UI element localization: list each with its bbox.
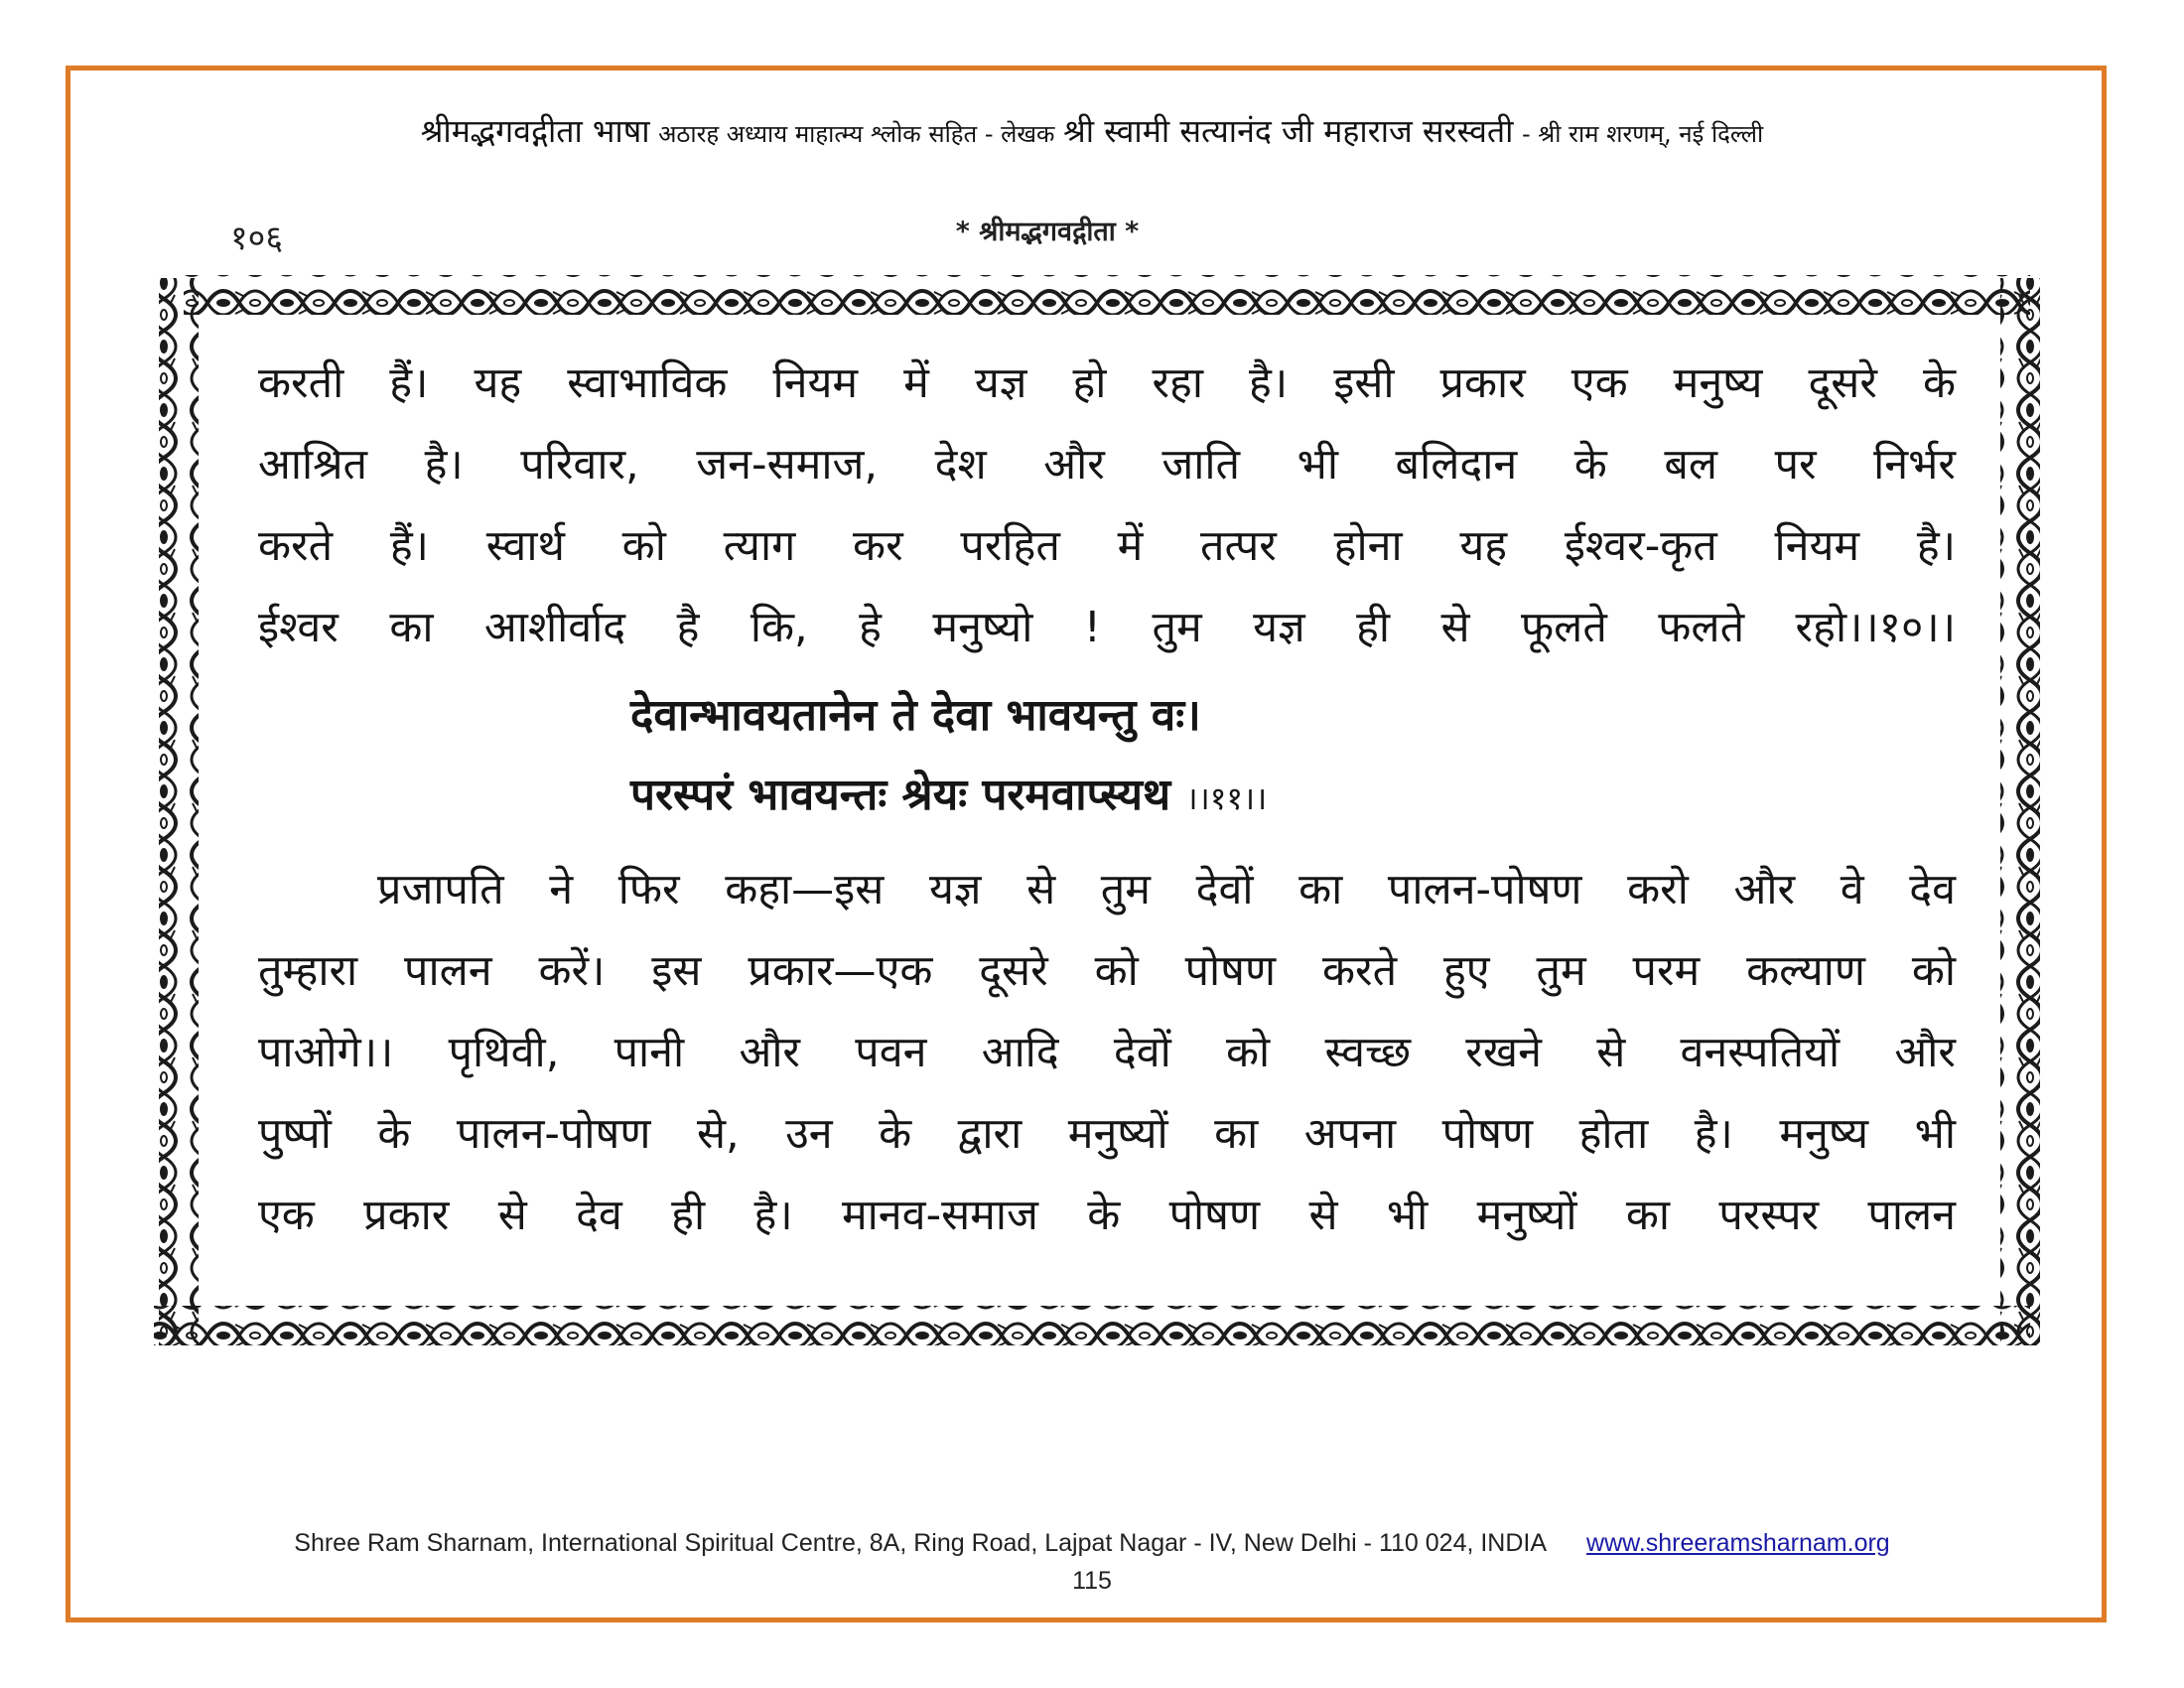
footer-page-number: 115 [1072,1567,1112,1595]
paragraph-line: एक प्रकार से देव ही है। मानव-समाज के पोषण से भी मनुष्यों का परस्पर पालन [258,1191,1956,1240]
shloka-line: देवान्भावयतानेन ते देवा भावयन्तु वः। [630,690,1201,741]
website-link[interactable]: www.shreeramsharnam.org [1586,1529,1890,1557]
paragraph-line: प्रजापति ने फिर कहा—इस यज्ञ से तुम देवों का पालन-पोषण करो और वे देव [377,865,1956,914]
shloka-text: परस्परं भावयन्तः श्रेयः परमवाप्स्यथ [630,770,1171,820]
paragraph-line: करती हैं। यह स्वाभाविक नियम में यज्ञ हो रहा है। इसी प्रकार एक मनुष्य दूसरे के [258,358,1956,408]
document-header [0,109,2184,152]
paragraph-line: करते हैं। स्वार्थ को त्याग कर परहित में तत्पर होना यह ईश्वर-कृत नियम है। [258,521,1956,571]
paragraph-line: पुष्पों के पालन-पोषण से, उन के द्वारा मनुष्यों का अपना पोषण होता है। मनुष्य भी [258,1109,1956,1159]
book-running-title: * श्रीमद्भगवद्गीता * [955,216,1140,247]
footer-address-line [0,1529,2184,1558]
paragraph-line: तुम्हारा पालन करें। इस प्रकार—एक दूसरे को पोषण करते हुए तुम परम कल्याण को [258,946,1956,996]
border-bottom [154,1306,2030,1345]
paragraph-line: पाओगे।। पृथिवी, पानी और पवन आदि देवों को स्वच्छ रखने से वनस्पतियों और [258,1028,1956,1077]
commentary-text [258,343,1956,1256]
border-left [159,278,199,1345]
border-right [2000,278,2040,1345]
header-title: श्रीमद्भगवद्गीता भाषा [420,112,650,150]
shloka-line [630,756,1956,835]
header-publisher: - श्री राम शरणम्, नई दिल्ली [1522,120,1764,148]
verse-number: ।।११।। [1185,779,1268,817]
footer-address: Shree Ram Sharnam, International Spiritual Centre, 8A, Ring Road, Lajpat Nagar - IV, New Delhi - 110 024, INDIA [294,1529,1548,1557]
paragraph-line: आश्रित है। परिवार, जन-समाज, देश और जाति भी बलिदान के बल पर निर्भर [258,440,1956,490]
header-author: श्री स्वामी सत्यानंद जी महाराज सरस्वती [1063,112,1514,150]
book-page-number: १०६ [230,218,284,258]
header-subtitle: अठारह अध्याय माहात्म्य श्लोक सहित - लेखक [658,120,1055,148]
paragraph-line: ईश्वर का आशीर्वाद है कि, हे मनुष्यो ! तुम यज्ञ ही से फूलते फलते रहो।।१०।। [258,603,1956,652]
scanned-book-page [144,204,2055,1355]
border-top [184,275,2030,315]
